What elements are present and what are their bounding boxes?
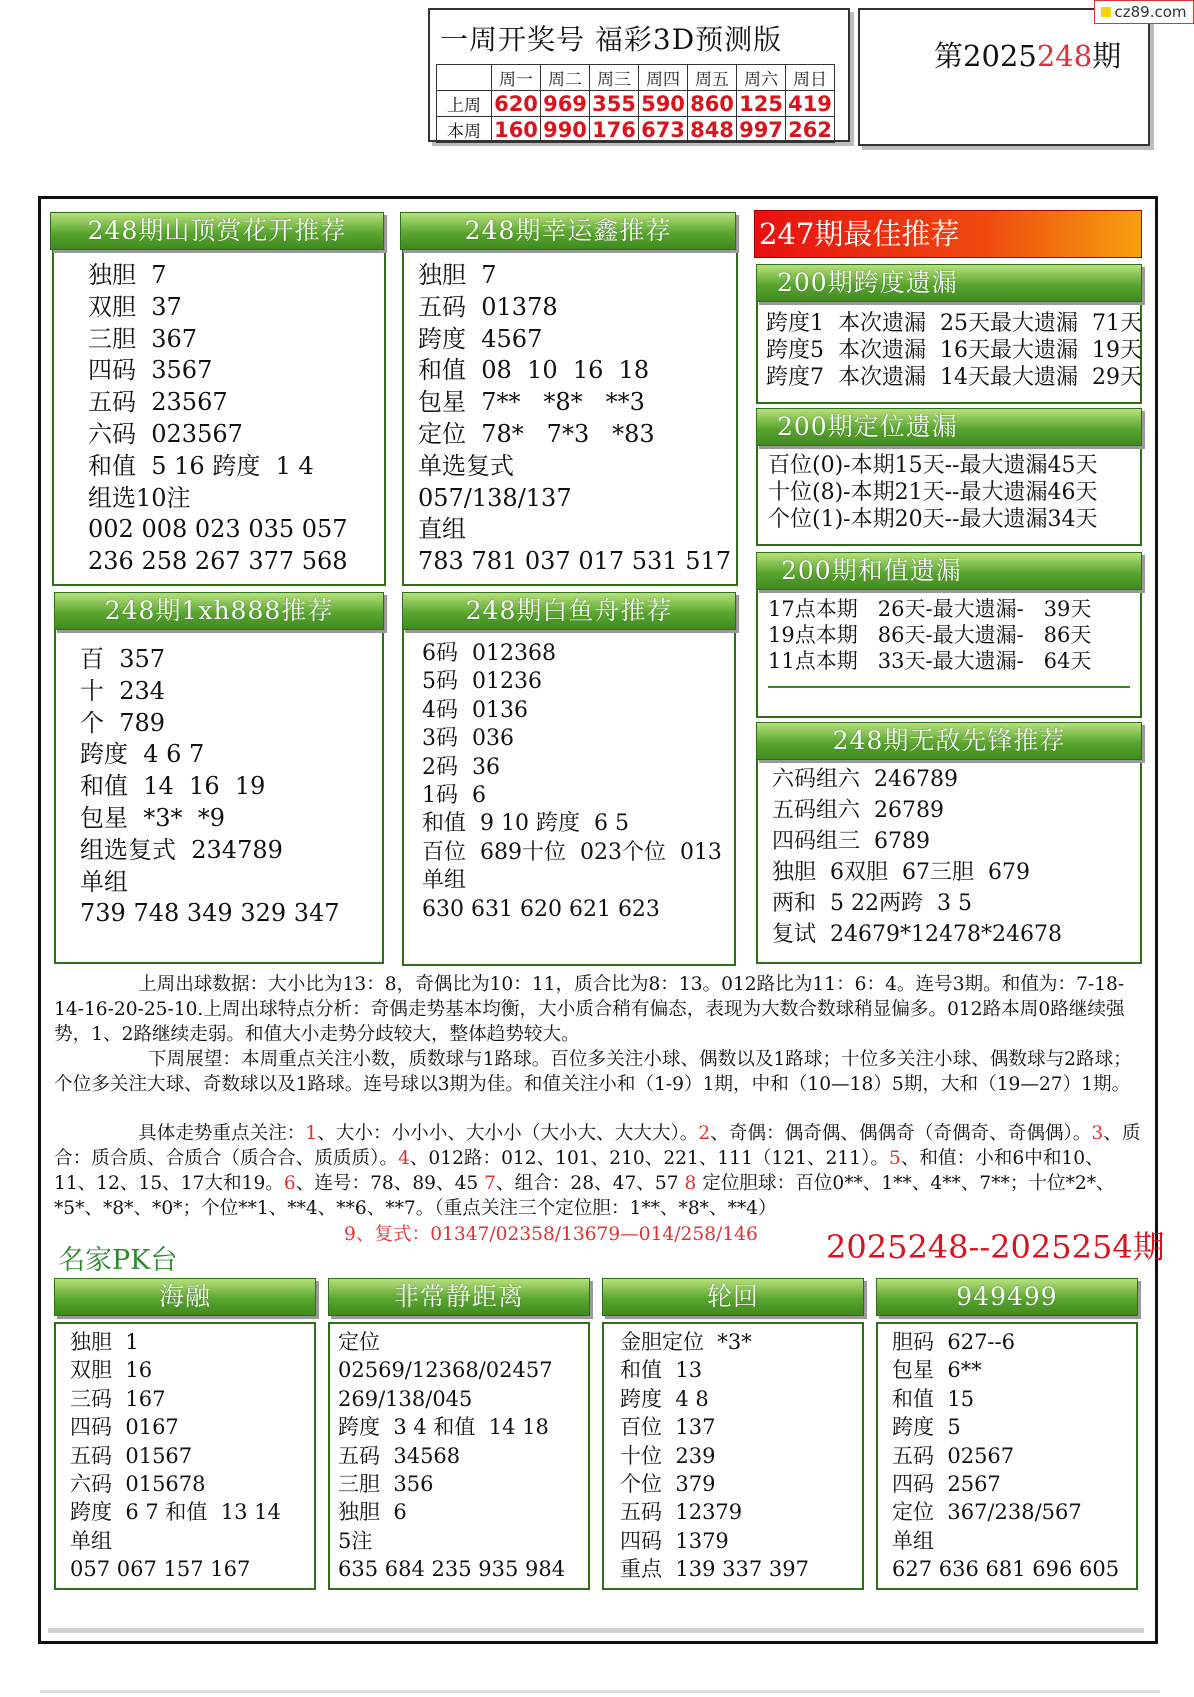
weekday-header: 周五 [688, 65, 737, 91]
focus-intro: 具体走势重点关注： [138, 1123, 306, 1144]
line: 组选复式 234789 [80, 835, 283, 864]
period-range: 2025248--2025254期 [826, 1228, 1165, 1266]
panel-hezhi-title: 200期和值遗漏 [756, 552, 1142, 590]
panel-lxh-body [80, 644, 340, 930]
analysis-compound: 9、复式：01347/02358/13679—014/258/146 [344, 1224, 758, 1245]
line: 2码 36 [422, 754, 500, 780]
line: 包星 *3* *9 [80, 803, 226, 832]
weekday-header: 周六 [737, 65, 786, 91]
line: 五码 23567 [88, 388, 228, 417]
line: 独胆 6 [338, 1500, 407, 1525]
line: 630 631 620 621 623 [422, 896, 660, 922]
header-title: 一周开奖号 福彩3D预测版 [440, 23, 783, 56]
line: 三胆 356 [338, 1472, 434, 1497]
line: 跨度1 本次遗漏 25天最大遗漏 71天 [766, 311, 1142, 336]
focus-num: 6 [283, 1173, 296, 1194]
line: 三码 167 [70, 1386, 166, 1411]
focus-num: 7 [484, 1173, 497, 1194]
line: 和值 13 [620, 1358, 703, 1383]
panel-hezhi-body [768, 596, 1091, 674]
draw-number: 262 [786, 117, 835, 143]
line: 跨度 4 8 [620, 1386, 709, 1411]
pk-col-hairong [54, 1322, 316, 1590]
weekday-header: 周日 [786, 65, 835, 91]
focus-text: 、质合：质合质、合质合（质合合、质质质）。 [54, 1123, 1141, 1169]
page-bottom-divider [40, 1690, 1160, 1693]
line: 金胆定位 *3* [620, 1330, 752, 1354]
draw-number: 997 [737, 117, 786, 143]
line: 组选10注 [88, 483, 191, 512]
divider [768, 686, 1130, 688]
panel-baiyu-body [422, 640, 722, 924]
draw-number: 848 [688, 117, 737, 143]
line: 五码 01378 [418, 292, 558, 321]
panel-shanding-title: 248期山顶赏花开推荐 [50, 212, 384, 250]
weekday-header: 周三 [590, 65, 639, 91]
line: 双胆 16 [70, 1358, 153, 1383]
draw-number: 419 [786, 91, 835, 117]
line: 跨度5 本次遗漏 16天最大遗漏 19天 [766, 338, 1142, 363]
focus-text: 、和值：小和6中和10、11、12、15、17大和19。 [54, 1148, 1104, 1194]
analysis-focus [54, 1121, 1144, 1221]
line: 个位(1)-本期20天--最大遗漏34天 [768, 507, 1098, 532]
line: 单组 [422, 868, 467, 894]
line: 百位 689十位 023个位 013 [422, 839, 722, 865]
analysis-last-week: 上周出球数据：大小比为13：8，奇偶比为10：11，质合比为8：13。012路比为11：6：4。连号3期。和值为：7-18-14-16-20-25-10.上周出球特点分析：奇偶走势基本均衡，大小质合稍有偏态，表现为大数合数球稍显偏多。012路本周0路继续强势，1、2路继续走弱。和值大小走势分歧较大，整体趋势较大。 [54, 974, 1125, 1045]
line: 十位 239 [620, 1443, 716, 1468]
line: 5码 01236 [422, 669, 542, 695]
draw-number: 160 [492, 117, 541, 143]
line: 跨度 4567 [418, 324, 543, 353]
line: 17点本期 26天-最大遗漏- 39天 [768, 597, 1092, 621]
panel-lxh-title: 248期1xh888推荐 [54, 592, 384, 630]
draw-number: 125 [737, 91, 786, 117]
weekday-header: 周一 [492, 65, 541, 91]
pk-col-title: 949499 [876, 1278, 1138, 1316]
line: 02569/12368/02457 [338, 1358, 553, 1383]
pk-col-body [892, 1328, 1119, 1584]
weekday-header: 周四 [639, 65, 688, 91]
line: 定位 78* 7*3 *83 [418, 419, 655, 448]
line: 五码 12379 [620, 1500, 743, 1525]
panel-dingwei-body [768, 452, 1097, 533]
focus-num: 4 [397, 1148, 410, 1169]
row-label-last-week: 上周 [437, 91, 492, 117]
draw-number: 176 [590, 117, 639, 143]
line: 独胆 7 [88, 261, 167, 289]
issue-number: 248 [1036, 39, 1093, 73]
draw-number: 990 [541, 117, 590, 143]
pk-col-body [338, 1328, 565, 1584]
line: 跨度 6 7 和值 13 14 [70, 1500, 281, 1525]
line: 单组 [892, 1528, 934, 1553]
panel-baiyu [402, 614, 736, 966]
line: 236 258 267 377 568 [88, 547, 348, 576]
line: 和值 5 16 跨度 1 4 [88, 451, 314, 480]
issue-box [858, 8, 1150, 146]
line: 739 748 349 329 347 [80, 899, 340, 928]
focus-text: 定位胆球：百位0**、1**、4**、7**；十位*2*、*5*、*8*、*0*；个位**1、**4、**6、**7。（重点关注三个定位胆：1**、*8*、**4） [54, 1173, 1115, 1219]
line: 四码 3567 [88, 356, 213, 385]
weekly-draw-box [428, 8, 850, 142]
panel-shanding-body [88, 260, 348, 578]
pk-col-949499 [876, 1322, 1138, 1590]
line: 057 067 157 167 [70, 1557, 251, 1582]
pk-col-lunhui [602, 1322, 864, 1590]
line: 五码组六 26789 [772, 798, 944, 823]
line: 六码 023567 [88, 419, 243, 448]
line: 直组 [418, 515, 466, 544]
line: 十位(8)-本期21天--最大遗漏46天 [768, 480, 1098, 505]
line: 四码 1379 [620, 1528, 729, 1553]
line: 个 789 [80, 708, 166, 737]
line: 1码 6 [422, 783, 486, 809]
panel-dingwei [756, 436, 1142, 546]
pk-col-title: 海融 [54, 1278, 316, 1316]
focus-text: 、连号：78、89、45 [295, 1173, 485, 1194]
line: 五码 34568 [338, 1443, 461, 1468]
line: 四码 0167 [70, 1415, 179, 1440]
line: 783 781 037 017 531 517 [418, 547, 731, 576]
panel-shanding [52, 226, 386, 586]
line: 百位(0)-本期15天--最大遗漏45天 [768, 453, 1098, 478]
line: 3码 036 [422, 726, 514, 752]
line: 定位 367/238/567 [892, 1500, 1082, 1525]
focus-text: 、奇偶：偶奇偶、偶偶奇（奇偶奇、奇偶偶）。 [710, 1123, 1092, 1144]
line: 四码 2567 [892, 1472, 1001, 1497]
pk-col-body [620, 1328, 809, 1584]
line: 和值 9 10 跨度 6 5 [422, 811, 629, 837]
panel-dingwei-title: 200期定位遗漏 [756, 408, 1142, 446]
line: 和值 08 10 16 18 [418, 356, 650, 385]
panel-xingyunxin-title: 248期幸运鑫推荐 [400, 212, 736, 250]
focus-num: 2 [698, 1123, 711, 1144]
line: 单选复式 [418, 451, 514, 480]
line: 635 684 235 935 984 [338, 1557, 566, 1582]
row-label-this-week: 本周 [437, 117, 492, 143]
line: 十 234 [80, 676, 166, 705]
line: 两和 5 22两跨 3 5 [772, 891, 972, 916]
pk-col-title: 非常静距离 [328, 1278, 590, 1316]
line: 独胆 1 [70, 1330, 139, 1354]
line: 跨度 5 [892, 1415, 961, 1440]
line: 11点本期 33天-最大遗漏- 64天 [768, 649, 1092, 673]
focus-text: 、组合：28、47、57 [496, 1173, 685, 1194]
draw-number: 590 [639, 91, 688, 117]
issue-suffix: 期 [1092, 39, 1122, 73]
panel-kuadu [756, 290, 1142, 404]
draw-number: 620 [492, 91, 541, 117]
focus-num: 3 [1091, 1123, 1104, 1144]
line: 4码 0136 [422, 697, 528, 723]
panel-kuadu-title: 200期跨度遗漏 [756, 264, 1142, 302]
line: 包星 7** *8* **3 [418, 388, 645, 417]
issue-prefix: 第2025 [934, 39, 1037, 73]
pk-section-title: 名家PK台 [58, 1245, 178, 1276]
line: 单组 [80, 867, 128, 896]
focus-num: 1 [305, 1123, 318, 1144]
panel-hezhi [756, 580, 1142, 718]
line: 包星 6** [892, 1358, 982, 1383]
panel-wudi-body [772, 764, 1062, 950]
line: 重点 139 337 397 [620, 1557, 809, 1582]
panel-wudi-title: 248期无敌先锋推荐 [756, 722, 1142, 760]
line: 跨度 4 6 7 [80, 740, 205, 769]
line: 百 357 [80, 645, 166, 673]
weekly-draw-table [436, 64, 835, 143]
line: 四码组三 6789 [772, 829, 930, 854]
line: 5注 [338, 1528, 373, 1553]
line: 627 636 681 696 605 [892, 1557, 1120, 1582]
line: 复试 24679*12478*24678 [772, 922, 1062, 947]
line: 定位 [338, 1330, 380, 1354]
line: 002 008 023 035 057 [88, 515, 348, 544]
analysis-outlook: 下周展望：本周重点关注小数，质数球与1路球。百位多关注小球、偶数以及1路球；十位多关注小球、偶数球与2路球；个位多关注大球、奇数球以及1路球。连号球以3期为佳。和值关注小和（1-9）1期，中和（10—18）5期，大和（19—27）1期。 [54, 1049, 1132, 1095]
line: 跨度 3 4 和值 14 18 [338, 1415, 549, 1440]
best-recommend-title: 247期最佳推荐 [754, 210, 1142, 258]
line: 百位 137 [620, 1415, 716, 1440]
panel-xingyunxin [402, 226, 738, 586]
line: 和值 14 16 19 [80, 772, 266, 801]
panel-kuadu-body [766, 310, 1142, 391]
focus-num: 5 [888, 1148, 901, 1169]
panel-xingyunxin-body [418, 260, 731, 578]
site-name: cz89.com [1114, 3, 1187, 21]
line: 六码 015678 [70, 1472, 206, 1497]
line: 胆码 627--6 [892, 1330, 1015, 1354]
panel-wudi [756, 752, 1142, 964]
draw-number: 673 [639, 117, 688, 143]
line: 六码组六 246789 [772, 767, 958, 792]
issue-label [934, 34, 1121, 75]
line: 三胆 367 [88, 324, 198, 353]
line: 独胆 7 [418, 261, 497, 289]
focus-text: 、012路：012、101、210、221、111（121、211）。 [409, 1148, 889, 1169]
draw-number: 355 [590, 91, 639, 117]
pk-col-feichang [328, 1322, 590, 1590]
site-watermark[interactable] [1094, 0, 1194, 24]
panel-baiyu-title: 248期白鱼舟推荐 [402, 592, 736, 630]
line: 6码 012368 [422, 641, 556, 666]
line: 057/138/137 [418, 483, 572, 512]
draw-number: 969 [541, 91, 590, 117]
weekday-header: 周二 [541, 65, 590, 91]
line: 单组 [70, 1528, 112, 1553]
panel-lxh [54, 610, 384, 964]
line: 五码 01567 [70, 1443, 193, 1468]
pk-col-body [70, 1328, 281, 1584]
pk-col-title: 轮回 [602, 1278, 864, 1316]
line: 19点本期 86天-最大遗漏- 86天 [768, 623, 1092, 647]
focus-text: 、大小：小小小、大小小（大小大、大大大）。 [317, 1123, 699, 1144]
line: 269/138/045 [338, 1386, 473, 1411]
line: 五码 02567 [892, 1443, 1015, 1468]
line: 个位 379 [620, 1472, 716, 1497]
bottom-divider [48, 1628, 1144, 1633]
line: 和值 15 [892, 1386, 975, 1411]
logo-dot-icon [1101, 7, 1111, 17]
line: 双胆 37 [88, 292, 182, 321]
line: 独胆 6双胆 67三胆 679 [772, 860, 1030, 885]
line: 跨度7 本次遗漏 14天最大遗漏 29天 [766, 365, 1142, 390]
focus-num: 8 [684, 1173, 697, 1194]
draw-number: 860 [688, 91, 737, 117]
